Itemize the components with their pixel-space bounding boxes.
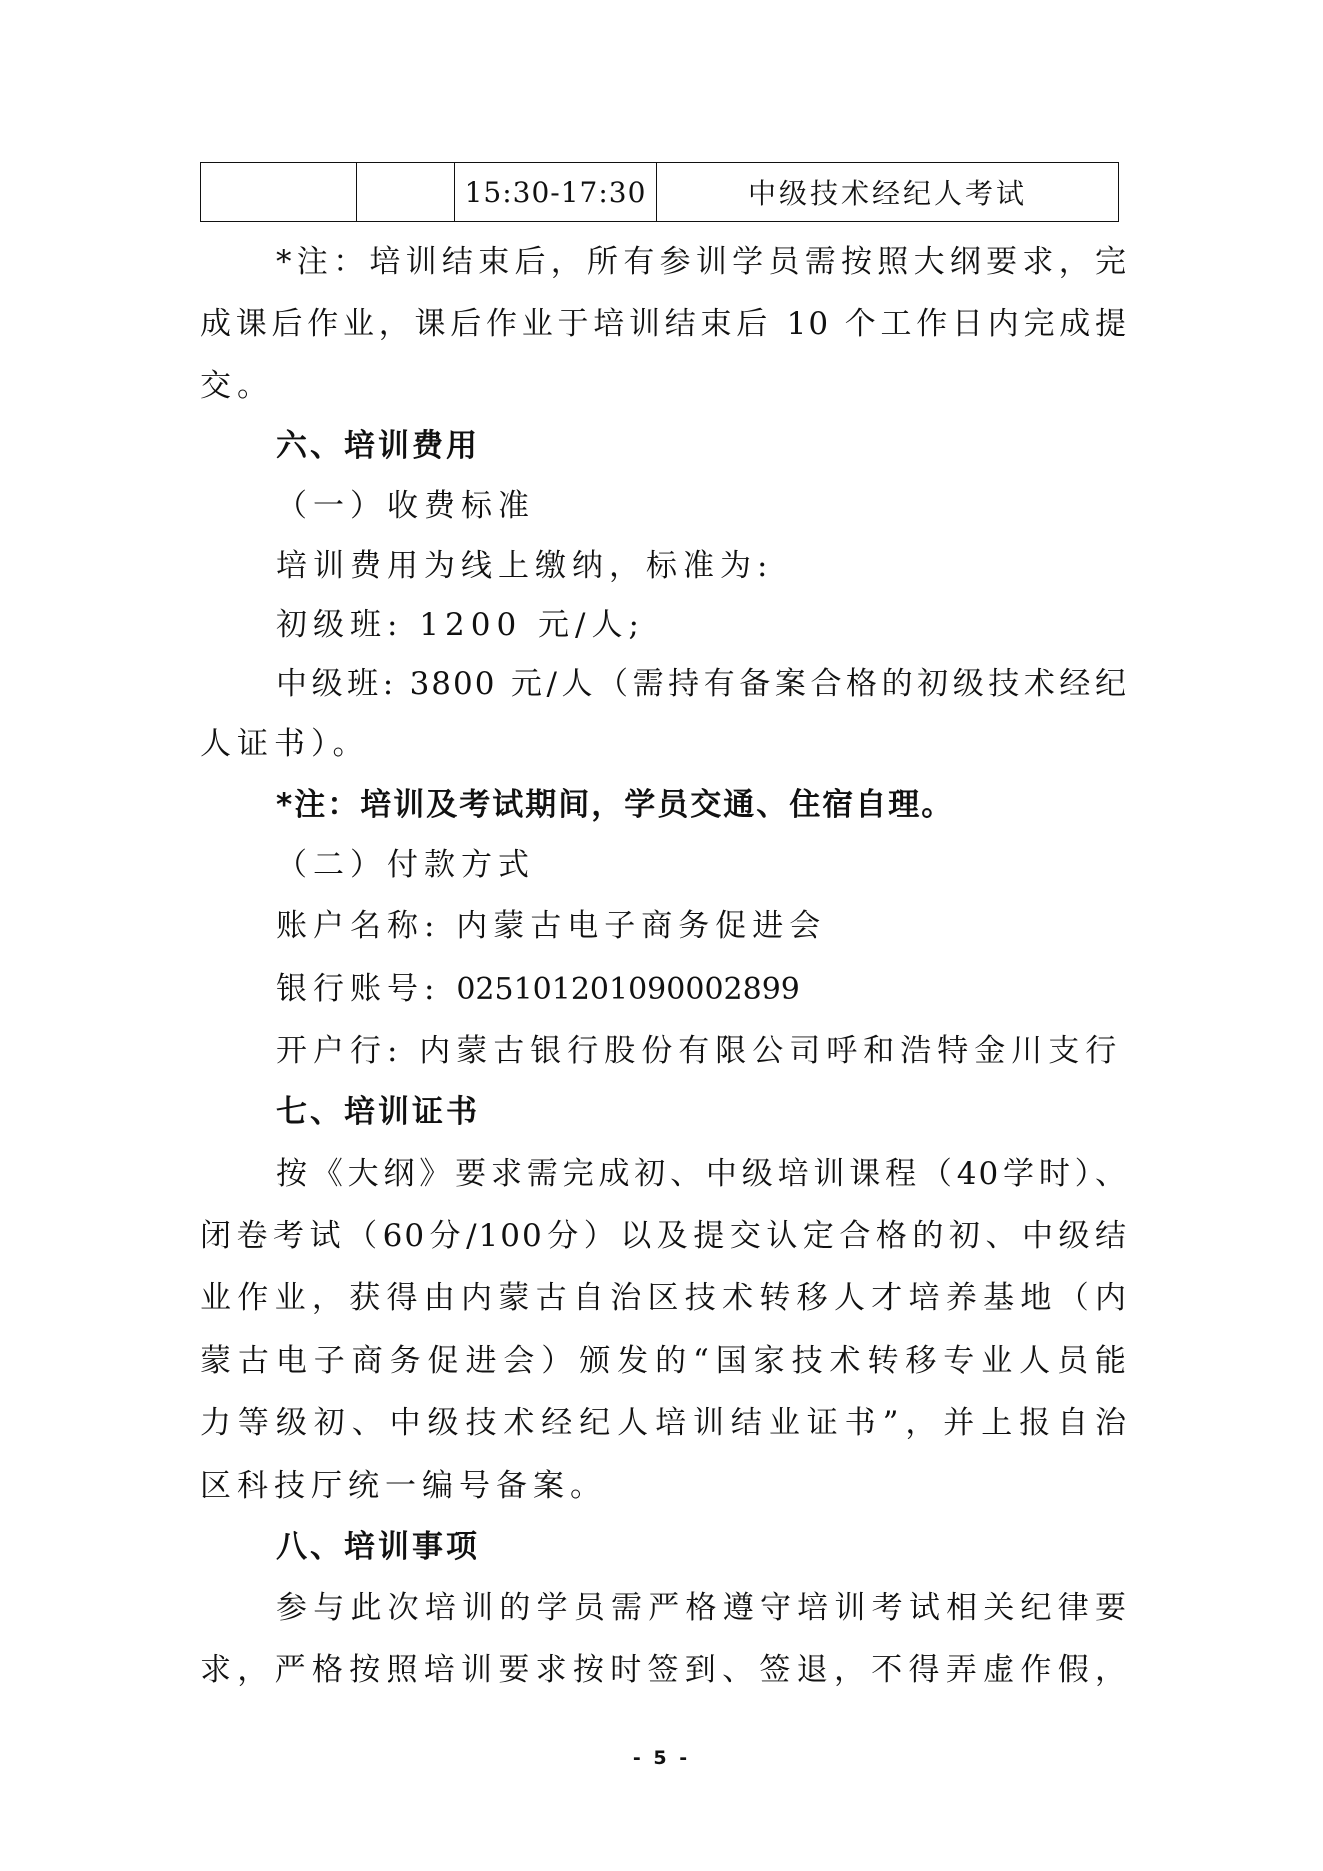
table-cell-time: 15:30-17:30 (455, 163, 657, 222)
certificate-text-line: 力等级初、中级技术经纪人培训结业证书”，并上报自治 (200, 1405, 1128, 1441)
certificate-text-line: 业作业，获得由内蒙古自治区技术转移人才培养基地（内 (200, 1280, 1128, 1316)
table-cell-item: 中级技术经纪人考试 (657, 163, 1119, 222)
homework-note-line: 交。 (200, 368, 274, 404)
fee-basic-class: 初级班: 1200 元/人; (276, 607, 645, 643)
schedule-table (200, 162, 1119, 222)
account-number-line (276, 958, 800, 1020)
homework-note-line: *注：培训结束后，所有参训学员需按照大纲要求，完 (276, 244, 1128, 280)
certificate-text-line: 按《大纲》要求需完成初、中级培训课程（40学时）、 (276, 1156, 1128, 1192)
fee-intermediate-class-line: 人证书）。 (200, 726, 370, 762)
homework-note-line: 成课后作业，课后作业于培训结束后 10 个工作日内完成提 (200, 306, 1128, 342)
bank-name: 开户行: 内蒙古银行股份有限公司呼和浩特金川支行 (276, 1033, 1123, 1069)
certificate-text-line: 闭卷考试（60分/100分）以及提交认定合格的初、中级结 (200, 1218, 1128, 1254)
certificate-text-line: 蒙古电子商务促进会）颁发的“国家技术转移专业人员能 (200, 1343, 1128, 1379)
account-name: 账户名称: 内蒙古电子商务促进会 (276, 908, 827, 944)
account-number: 025101201090002899 (456, 972, 800, 1007)
training-matters-line: 参与此次培训的学员需严格遵守培训考试相关纪律要 (276, 1590, 1128, 1626)
table-row (201, 163, 1119, 222)
subheading-fee-standard: （一）收费标准 (276, 488, 535, 524)
section-heading-training-matters: 八、培训事项 (276, 1529, 480, 1565)
fee-intro: 培训费用为线上缴纳，标准为: (276, 548, 774, 584)
subheading-payment-method: （二）付款方式 (276, 847, 535, 883)
section-heading-certificate: 七、培训证书 (276, 1094, 480, 1130)
training-matters-line: 求，严格按照培训要求按时签到、签退，不得弄虚作假， (200, 1652, 1128, 1688)
account-number-label: 银行账号: (276, 971, 457, 1007)
certificate-text-line: 区科技厅统一编号备案。 (200, 1468, 607, 1504)
fee-intermediate-class-line: 中级班: 3800 元/人（需持有备案合格的初级技术经纪 (276, 666, 1128, 702)
travel-lodging-note: *注：培训及考试期间，学员交通、住宿自理。 (276, 787, 955, 823)
table-cell-empty (357, 163, 455, 222)
page-number: - 5 - (632, 1747, 691, 1769)
table-cell-empty (201, 163, 357, 222)
section-heading-fees: 六、培训费用 (276, 428, 480, 464)
